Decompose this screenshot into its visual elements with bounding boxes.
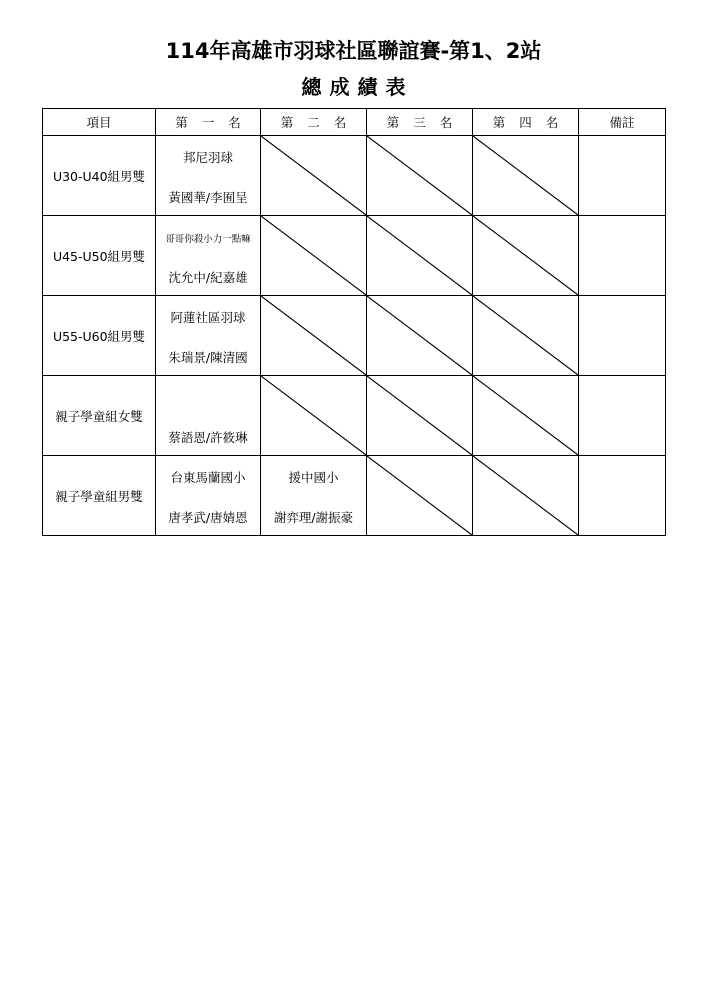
note-cell — [579, 376, 666, 456]
team-name: 哥哥你殺小力一點嘛 — [165, 234, 251, 245]
diagonal-strike — [473, 296, 578, 375]
table-row — [43, 216, 666, 296]
diagonal-line — [261, 376, 366, 455]
category-label: U55-U60組男雙 — [52, 328, 146, 344]
category-cell — [43, 216, 156, 296]
category-cell — [43, 456, 156, 536]
diagonal-strike — [261, 376, 366, 455]
diagonal-strike — [261, 216, 366, 295]
diagonal-line — [473, 456, 578, 535]
note-cell — [579, 296, 666, 376]
third-place-empty-cell — [367, 296, 473, 376]
player-names: 朱瑞景/陳清國 — [168, 350, 248, 365]
fourth-place-empty-cell — [473, 456, 579, 536]
table-row — [43, 376, 666, 456]
diagonal-line — [367, 296, 472, 375]
category-label: U45-U50組男雙 — [52, 248, 146, 264]
header-category: 項目 — [43, 109, 156, 136]
player-names: 沈允中/紀嘉雄 — [168, 270, 248, 285]
header-second-place: 第 二 名 — [261, 109, 367, 136]
third-place-empty-cell — [367, 136, 473, 216]
note-cell — [579, 456, 666, 536]
player-names: 黃國華/李囿呈 — [168, 190, 248, 205]
second-place-empty-cell — [261, 136, 367, 216]
third-place-empty-cell — [367, 216, 473, 296]
diagonal-strike — [367, 456, 472, 535]
diagonal-line — [473, 376, 578, 455]
diagonal-line — [473, 296, 578, 375]
diagonal-line — [367, 456, 472, 535]
note-cell — [579, 136, 666, 216]
fourth-place-empty-cell — [473, 216, 579, 296]
first-place-cell — [156, 376, 261, 456]
category-cell — [43, 136, 156, 216]
diagonal-line — [367, 136, 472, 215]
diagonal-strike — [261, 136, 366, 215]
second-place-empty-cell — [261, 216, 367, 296]
diagonal-strike — [367, 216, 472, 295]
results-table — [42, 108, 666, 536]
first-place-cell — [156, 216, 261, 296]
category-label: 親子學童組女雙 — [55, 408, 143, 424]
header-third-place: 第 三 名 — [367, 109, 473, 136]
third-place-empty-cell — [367, 456, 473, 536]
diagonal-strike — [473, 376, 578, 455]
table-row — [43, 296, 666, 376]
player-names: 唐孝武/唐婧恩 — [168, 510, 248, 525]
category-cell — [43, 376, 156, 456]
first-place-cell — [156, 296, 261, 376]
team-name: 邦尼羽球 — [182, 150, 233, 165]
first-place-cell — [156, 136, 261, 216]
table-row — [43, 136, 666, 216]
category-label: U30-U40組男雙 — [52, 168, 146, 184]
fourth-place-empty-cell — [473, 296, 579, 376]
fourth-place-empty-cell — [473, 376, 579, 456]
diagonal-line — [261, 216, 366, 295]
team-name: 台東馬蘭國小 — [170, 470, 246, 485]
second-place-cell — [261, 456, 367, 536]
fourth-place-empty-cell — [473, 136, 579, 216]
player-names: 蔡語恩/許筱琳 — [168, 430, 248, 445]
diagonal-strike — [473, 216, 578, 295]
diagonal-strike — [367, 136, 472, 215]
second-place-empty-cell — [261, 296, 367, 376]
header-note: 備註 — [579, 109, 666, 136]
diagonal-line — [261, 136, 366, 215]
team-name: 阿蓮社區羽球 — [170, 310, 246, 325]
document-title: 114年高雄市羽球社區聯誼賽-第1、2站 — [165, 39, 542, 63]
first-place-cell — [156, 456, 261, 536]
header-row — [43, 109, 666, 136]
second-place-empty-cell — [261, 376, 367, 456]
header-fourth-place: 第 四 名 — [473, 109, 579, 136]
document-subtitle: 總成績表 — [301, 75, 414, 99]
diagonal-strike — [473, 456, 578, 535]
diagonal-strike — [261, 296, 366, 375]
diagonal-strike — [367, 376, 472, 455]
category-label: 親子學童組男雙 — [55, 488, 143, 504]
diagonal-line — [473, 216, 578, 295]
third-place-empty-cell — [367, 376, 473, 456]
team-name: 援中國小 — [288, 470, 339, 485]
table-row — [43, 456, 666, 536]
header-first-place: 第 一 名 — [156, 109, 261, 136]
note-cell — [579, 216, 666, 296]
diagonal-line — [473, 136, 578, 215]
diagonal-strike — [473, 136, 578, 215]
diagonal-line — [367, 216, 472, 295]
diagonal-line — [367, 376, 472, 455]
results-body — [43, 136, 666, 536]
category-cell — [43, 296, 156, 376]
diagonal-line — [261, 296, 366, 375]
diagonal-strike — [367, 296, 472, 375]
player-names: 謝弈理/謝振豪 — [273, 510, 354, 525]
